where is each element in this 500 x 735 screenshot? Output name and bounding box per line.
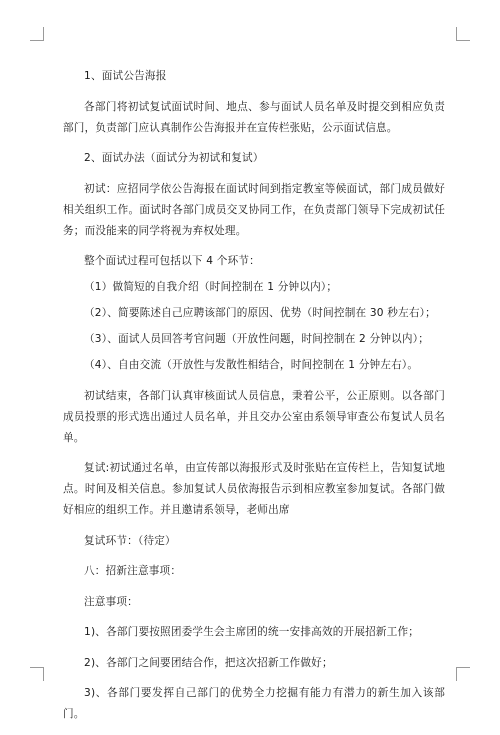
paragraph-second-interview: 复试:初试通过名单，由宣传部以海报形式及时张贴在宣传栏上，告知复试地点。时间及相关信息。参加复试人员依海报告示到相应教室参加复试。各部门做好相应的组织工作。并且邀请系领导，老师出席 <box>63 462 445 516</box>
crop-mark-top-right <box>456 27 470 41</box>
list-item-reasons-advantages: （2）、简要陈述自己应聘该部门的原因、优势（时间控制在 30 秒左右）； <box>84 307 436 319</box>
list-item-note-2: 2)、各部门之间要团结合作，把这次招新工作做好； <box>84 656 333 669</box>
paragraph-first-interview: 初试：应招同学依公告海报在面试时间到指定教室等候面试，部门成员做好相关组织工作。面试时各部门成员交叉协同工作，在负责部门领导下完成初试任务；而没能来的同学将视为弃权处理。 <box>63 182 445 237</box>
crop-mark-bottom-right <box>456 667 470 681</box>
list-item-answer-questions: （3）、面试人员回答考官问题（开放性问题，时间控制在 2 分钟以内）； <box>84 333 430 345</box>
crop-mark-top-left <box>30 27 44 41</box>
section-heading-interview-poster: 1、面试公告海报 <box>84 70 167 82</box>
list-item-free-discussion: （4）、自由交流（开放性与发散性相结合，时间控制在 1 分钟左右）。 <box>84 359 419 371</box>
paragraph-notes-label: 注意事项： <box>84 595 138 608</box>
paragraph-second-interview-stages: 复试环节：（待定） <box>84 534 176 547</box>
paragraph-poster-description: 各部门将初试复试面试时间、地点、参与面试人员名单及时提交到相应负责部门，负责部门应认真制作公告海报并在宣传栏张贴，公示面试信息。 <box>63 100 445 134</box>
list-item-note-3: 3)、各部门要发挥自己部门的优势全力挖掘有能力有潜力的新生加入该部门。 <box>63 687 445 720</box>
list-item-self-introduction: （1）做简短的自我介绍（时间控制在 1 分钟以内）； <box>84 281 338 293</box>
paragraph-interview-stages-intro: 整个面试过程可包括以下 4 个环节： <box>84 255 260 267</box>
section-heading-interview-method: 2、面试办法（面试分为初试和复试） <box>84 152 264 164</box>
crop-mark-bottom-left <box>30 667 44 681</box>
paragraph-first-interview-results: 初试结束，各部门认真审核面试人员信息，秉着公平，公正原则。以各部门成员投票的形式选出通过人员名单，并且交办公室由系领导审查公布复试人员名单。 <box>63 389 445 444</box>
list-item-note-1: 1)、各部门要按照团委学生会主席团的统一安排高效的开展招新工作； <box>84 626 420 638</box>
section-heading-recruitment-notes: 八：招新注意事项： <box>84 565 182 577</box>
document-body <box>63 66 445 735</box>
